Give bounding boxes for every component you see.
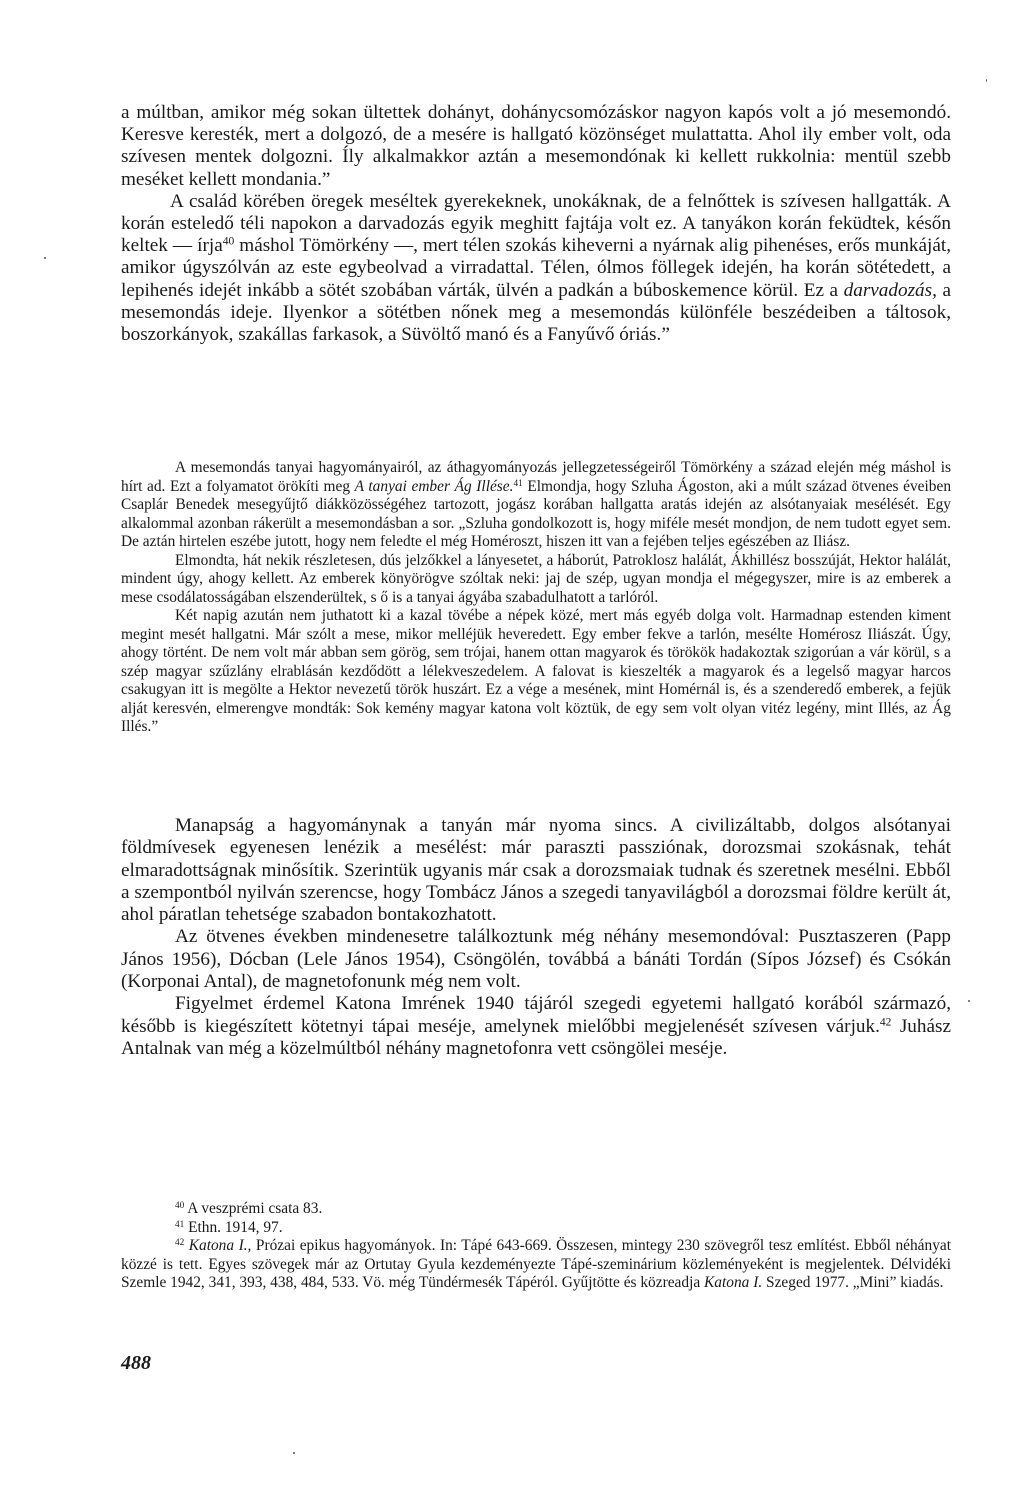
footnote-41-text: Ethn. 1914, 97. xyxy=(188,1218,283,1236)
footnote-ref-41[interactable]: 41 xyxy=(513,477,523,488)
paragraph-katona xyxy=(121,993,951,1060)
quote-paragraph-1-text-b: Elmondja, hogy Szluha Ágoston, aki a múlt század ötvenes éveiben Csaplár Benedek mesegyűjtő diákközösségéhez tartozott, jogász korában hallgatta aratás idején az alsótanyaiak mesélését. Egy alkalommal azonban rákerült a mesemondásban a sor. „Szluha gondolkozott is, hogy miféle mesét mondjon, de nem tudott egyet sem. De aztán hirtelen eszébe jutott, hogy nem feledte el még Homéroszt, hiszen itt van a fejében teljes egészében az Iliász. xyxy=(121,477,952,550)
paragraph-fifties xyxy=(121,926,951,993)
paper-speck xyxy=(293,1452,295,1454)
paper-speck xyxy=(986,79,987,82)
footnote-42-text: Prózai epikus hagyományok. In: Tápé 643-669. Összesen, mintegy 230 szövegről tesz említést. Ebből néhányat közzé is tett. Egyes szövegek már az Ortutay Gyula kezdeményezte Tápé-szeminárium közleményeként is megjelentek. Délvidéki Szemle 1942, 341, 393, 438, 484, 533. Vö. még Tündérmesék Tápéról. Gyűjtötte és közreadja xyxy=(121,1237,951,1291)
footnote-number-40: 40 xyxy=(175,1199,185,1210)
footnote-ref-42[interactable]: 42 xyxy=(879,1016,892,1029)
paragraph-nowadays-text: Manapság a hagyománynak a tanyán már nyoma sincs. A civilizáltabb, dolgos alsótanyai földmívesek egyenesen lenézik a mesélést: már paraszti passziónak, dorozsmai szokásnak, tehát elmaradottságnak minősítik. Szerintük ugyanis már csak a dorozsmaiak tudnak és szeretnek mesélni. Ebből a szempontból nyilván szerencse, hogy Tombácz János a szegedi tanyavilágból a dorozsmai földre került át, ahol páratlan tehetsége szabadon bontakozhatott. xyxy=(121,815,951,926)
paragraph-opening xyxy=(121,102,951,191)
footnote-42 xyxy=(121,1237,951,1293)
paragraph-katona-text-b: Juhász Antalnak van még a közelmúltból néhány magnetofonra vett csöngölei meséje. xyxy=(121,1015,951,1059)
italic-darvadozas: darvadozás, xyxy=(843,279,937,301)
quote-paragraph-2-text: Elmondta, hát nekik részletesen, dús jelzőkkel a lányesetet, a háborút, Patroklosz halálát, Ákhillész bosszúját, Hektor halálát, mindent úgy, ahogy kellett. Az emberek könyörögve szóltak neki: jaj de szép, ugyan mondja el mégegyszer, mire is az emberek a mese csodálatosságában elszenderültek, s ő is a tanyai ágyába szabadulhatott a tarlóról. xyxy=(121,551,951,606)
footnote-41 xyxy=(121,1219,951,1238)
quote-paragraph-2 xyxy=(121,552,951,608)
footnote-42-text-2: Szeged 1977. „Mini” kiadás. xyxy=(762,1274,944,1291)
footnote-40 xyxy=(121,1200,951,1219)
italic-title-ag-illese: A tanyai ember Ág Illése. xyxy=(354,477,514,495)
main-text-section xyxy=(121,102,951,346)
footnotes-section xyxy=(121,1200,951,1293)
paragraph-katona-text-a: Figyelmet érdemel Katona Imrének 1940 tájáról szegedi egyetemi hallgató korából származó, később is kiegészített kötetnyi tápai meséje, amelynek mielőbbi megjelenését szívesen várjuk. xyxy=(121,993,951,1037)
footnote-42-author-2: Katona I. xyxy=(704,1274,763,1291)
paper-speck xyxy=(44,257,46,259)
paragraph-fifties-text: Az ötvenes években mindenesetre találkoztunk még néhány mesemondóval: Pusztaszeren (Papp János 1956), Dócban (Lele János 1954), Csöngölén, továbbá a bánáti Tordán (Sípos József) és Csókán (Korponai Antal), de magnetofonunk még nem volt. xyxy=(121,926,951,993)
footnote-number-42: 42 xyxy=(175,1236,185,1247)
paragraph-family-text-b: máshol Tömörkény —, mert télen szokás kiheverni a nyárnak alig pihenéses, erős munkáját, amikor úgyszólván az este egybeolvad a virradattal. Télen, ólmos föllegek idején, ha korán sötétedett, a lepihenés idejét inkább a sötét szobában várták, ülvén a padkán a búboskemence körül. Ez a xyxy=(121,235,951,301)
footnote-number-41: 41 xyxy=(175,1218,185,1229)
paragraph-opening-text: a múltban, amikor még sokan ültettek dohányt, dohánycsomózáskor nagyon kapós volt a jó mesemondó. Keresve keresték, mert a dolgozó, de a mesére is hallgató közönséget mulattatta. Ahol ily ember volt, oda szívesen mentek dolgozni. Íly alkalmakkor aztán a mesemondónak ki kellett rukkolnia: mentül szebb meséket kellett mondania.” xyxy=(121,102,951,190)
quote-paragraph-1-text-a: A mesemondás tanyai hagyományairól, az áthagyományozás jellegzetességeiről Tömörkény a század elején még máshol is hírt ad. Ezt a folyamatot örökíti meg xyxy=(121,459,951,495)
paragraph-family-text-a: A család körében öregek meséltek gyerekeknek, unokáknak, de a felnőttek is szívesen hallgatták. A korán esteledő téli napokon a darvadozás egyik meghitt fajtája volt ez. A tanyákon korán feküdtek, későn keltek — írja xyxy=(121,190,951,257)
footnote-ref-40[interactable]: 40 xyxy=(222,235,235,248)
paper-speck xyxy=(968,1000,970,1002)
footnote-40-text: A veszprémi csata 83. xyxy=(187,1200,323,1217)
footnote-42-author: Katona I., xyxy=(188,1237,252,1254)
paragraph-family xyxy=(121,191,951,346)
quote-section xyxy=(121,459,951,737)
body-section xyxy=(121,815,951,1060)
page-number: 488 xyxy=(121,1352,151,1374)
quote-paragraph-3 xyxy=(121,607,951,737)
quote-paragraph-1 xyxy=(121,459,951,552)
paragraph-nowadays xyxy=(121,815,951,926)
paragraph-family-text-c: a mesemondás ideje. Ilyenkor a sötétben nőnek meg a mesemondás különféle beszédeiben a táltosok, boszorkányok, szakállas farkasok, a Süvöltő manó és a Fanyűvő óriás.” xyxy=(121,279,951,346)
quote-paragraph-3-text: Két napig azután nem juthatott ki a kazal tövébe a népek közé, mert más egyéb dolga volt. Harmadnap estenden kiment megint mesét hallgatni. Már szólt a mese, mikor melléjük heveredett. Egy ember fekve a tarlón, mesélte Homérosz Iliászát. Úgy, ahogy történt. De nem volt már abban sem görög, sem trójai, hanem ottan magyarok és törökök hadakoztak szigorúan a vár körül, s a szép magyar szűzlány elrablásán kezdődött a lélekveszedelem. A falovat is kieszelték a magyarok és a legelső magyar harcos csakugyan itt is megölte a Hektor nevezetű török huszárt. Ez a vége a mesének, mint Homérnál is, és a szenderedő emberek, a fejük alját keresvén, elmerengve mondták: Sok kemény magyar katona volt köztük, de egy sem volt olyan vitéz legény, mint Illés, az Ág Illés.” xyxy=(121,607,951,735)
